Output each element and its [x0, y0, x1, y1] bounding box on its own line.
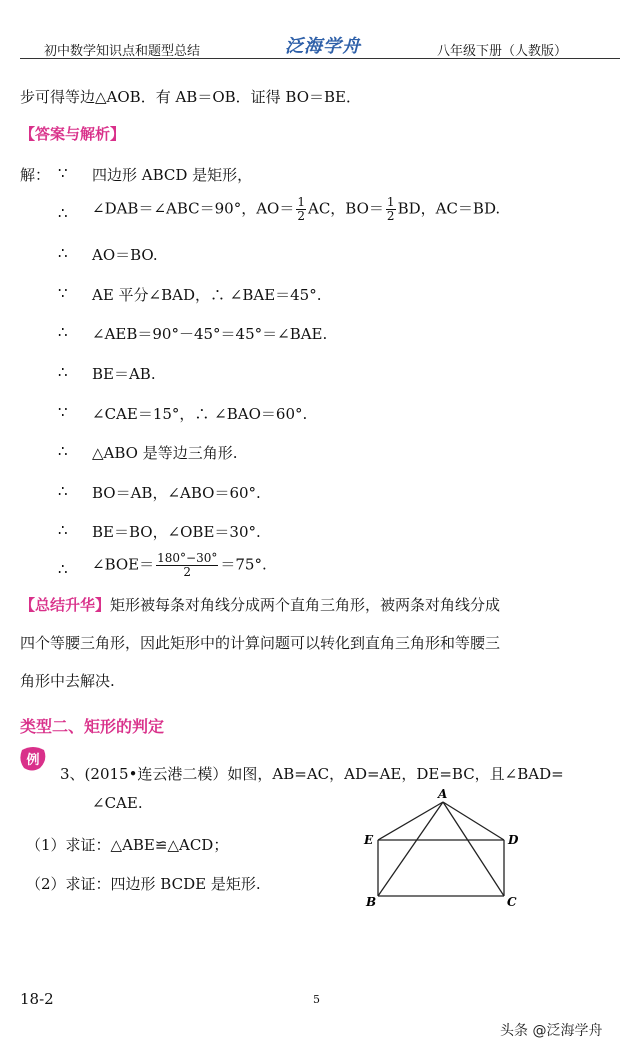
geometry-figure: [358, 788, 528, 912]
therefore-symbol: ∴: [58, 482, 68, 500]
fraction-angle: $\frac{180^\circ-30^\circ}{2}$: [157, 551, 218, 579]
solution-line-10: ∠BOE＝ $\frac{180^\circ-30^\circ}{2}$ ＝75°.: [92, 551, 267, 579]
fraction-half: $\frac{1}{2}$: [386, 195, 395, 223]
intro-line: 步可得等边△AOB．有 AB＝OB．证得 BO＝BE．: [20, 88, 361, 106]
solution-lead: 解：: [20, 166, 51, 184]
because-symbol: ∵: [58, 284, 68, 302]
solution-line-0: 四边形 ABCD 是矩形，: [92, 166, 253, 184]
example-badge-shape: [18, 746, 48, 772]
solution-line-8: BO＝AB，∠ABO＝60°.: [92, 484, 261, 502]
therefore-symbol: ∴: [58, 560, 68, 578]
example-line-2: ∠CAE.: [92, 794, 143, 812]
solution-line-9: BE＝BO，∠OBE＝30°.: [92, 523, 261, 541]
example-badge-icon: [18, 746, 48, 772]
summary-line-2: 四个等腰三角形，因此矩形中的计算问题可以转化到直角三角形和等腰三: [20, 634, 501, 652]
therefore-symbol: ∴: [58, 521, 68, 539]
therefore-symbol: ∴: [58, 363, 68, 381]
segment-AD: [443, 802, 504, 840]
summary-line-1: 【总结升华】矩形被每条对角线分成两个直角三角形，被两条对角线分成: [20, 596, 501, 614]
label-D: D: [508, 833, 519, 847]
footer-code: 18-2: [20, 990, 54, 1008]
header-right: 八年级下册（人教版）: [437, 44, 568, 59]
label-B: B: [366, 895, 377, 909]
solution-line-6: ∠CAE＝15°，∴ ∠BAO＝60°.: [92, 405, 308, 423]
solution-line-1: ∠DAB＝∠ABC＝90°，AO＝ $\frac{1}{2}$ AC，BO＝ $\frac{1}{2}$ BD，AC＝BD.: [92, 195, 501, 223]
label-A: A: [438, 788, 448, 801]
therefore-symbol: ∴: [58, 244, 68, 262]
solution-line-5: BE＝AB.: [92, 365, 156, 383]
header-divider: [20, 58, 620, 59]
example-line-1: 3、(2015•连云港二模）如图，AB=AC，AD=AE，DE=BC，且∠BAD=: [60, 765, 564, 783]
therefore-symbol: ∴: [58, 323, 68, 341]
page-number: 5: [313, 993, 320, 1006]
segment-AC: [443, 802, 504, 896]
summary-block: [20, 586, 500, 700]
segment-AB: [378, 802, 443, 896]
therefore-symbol: ∴: [58, 442, 68, 460]
question-1: （1）求证：△ABE≌△ACD；: [26, 836, 229, 854]
fraction-half: $\frac{1}{2}$: [297, 195, 305, 223]
answer-title: 【答案与解析】: [20, 125, 126, 143]
summary-line-3: 角形中去解决.: [20, 672, 115, 690]
segment-AE: [378, 802, 443, 840]
watermark: 头条 @泛海学舟: [500, 1023, 603, 1039]
because-symbol: ∵: [58, 403, 68, 421]
because-symbol: ∵: [58, 164, 68, 182]
question-2: （2）求证：四边形 BCDE 是矩形.: [26, 875, 261, 893]
solution-line-2: AO＝BO.: [92, 246, 158, 264]
solution-line-4: ∠AEB＝90°－45°＝45°＝∠BAE.: [92, 325, 328, 343]
solution-line-7: △ABO 是等边三角形.: [92, 444, 238, 462]
solution-line-3: AE 平分∠BAD，∴ ∠BAE＝45°.: [92, 286, 322, 304]
header-left: 初中数学知识点和题型总结: [44, 44, 201, 59]
example-badge-label: 例: [26, 753, 40, 768]
section-title: 类型二、矩形的判定: [20, 717, 165, 736]
therefore-symbol: ∴: [58, 204, 68, 222]
label-C: C: [507, 895, 517, 909]
summary-tag: 【总结升华】: [20, 596, 111, 614]
header-brand-logo: 泛海学舟: [285, 36, 361, 57]
label-E: E: [364, 833, 374, 847]
